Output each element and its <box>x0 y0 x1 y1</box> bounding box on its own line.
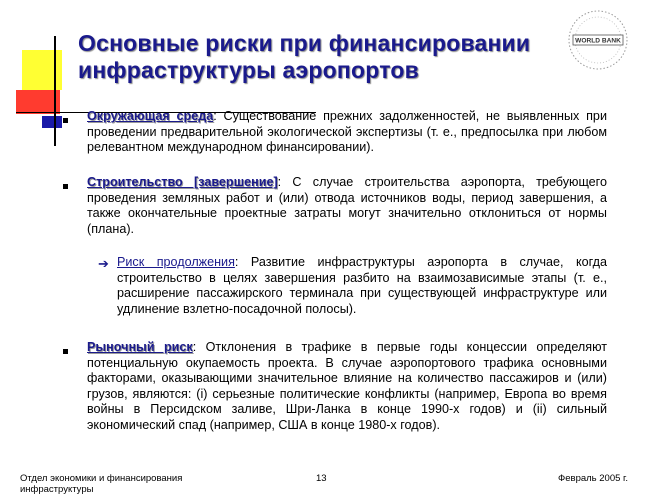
world-bank-logo-icon <box>566 8 630 72</box>
page-title: Основные риски при финансировании инфраструктуры аэропортов <box>78 30 531 83</box>
item-term: Рыночный риск <box>87 340 193 354</box>
footer-page-number: 13 <box>316 473 327 484</box>
footer-department: Отдел экономики и финансирования инфраструктуры <box>20 473 183 495</box>
bullet-icon <box>63 349 68 354</box>
item-text: : Отклонения в трафике в первые годы концессии определяют потенциальную окупаемость проекта. В случае аэропортового трафика основными факторами, оказывающими значительное влияние на количество пассажиров и (или) грузов, являются: (i) серьезные политические конфликты (например, Европа во время войны в Персидском заливе, Шри-Ланка в конце 1990-х годов) и (ii) сильный экономический спад (например, США в конце 1980-х годов). <box>87 340 608 432</box>
bullet-icon <box>63 184 68 189</box>
item-text: : Развитие инфраструктуры аэропорта в случае, когда строительство в целях завершения разбито на взаимозависимые этапы (т. е., расширение пассажирского терминала при существующей инфраструктуре или удлинение взлетно-посадочной полосы). <box>117 255 608 316</box>
item-continuation-risk <box>117 255 607 317</box>
decor-yellow-square <box>22 50 62 90</box>
arrow-bullet-icon: ➔ <box>98 256 109 271</box>
footer-date: Февраль 2005 г. <box>558 473 628 484</box>
item-text: : С случае строительства аэропорта, требующего проведения земляных работ и (или) отвода источников воды, период завершения, а также окончательные проектные затраты могут значительно отклониться от нормы (плана). <box>87 175 607 236</box>
item-construction <box>87 175 607 237</box>
item-market-risk <box>87 340 607 434</box>
decor-blue-square <box>42 116 62 128</box>
item-term: Окружающая среда <box>87 109 214 123</box>
item-environment <box>87 109 607 156</box>
item-text: : Существование прежних задолженностей, не выявленных при проведении предварительной экологической экспертизы (т. е., предпосылка при любом релевантном международном финансировании). <box>87 109 607 155</box>
item-term: Строительство [завершение] <box>87 175 278 189</box>
decor-vertical-line <box>54 36 56 146</box>
logo-text: WORLD BANK <box>575 37 621 45</box>
bullet-icon <box>63 118 68 123</box>
item-term: Риск продолжения <box>117 255 235 269</box>
